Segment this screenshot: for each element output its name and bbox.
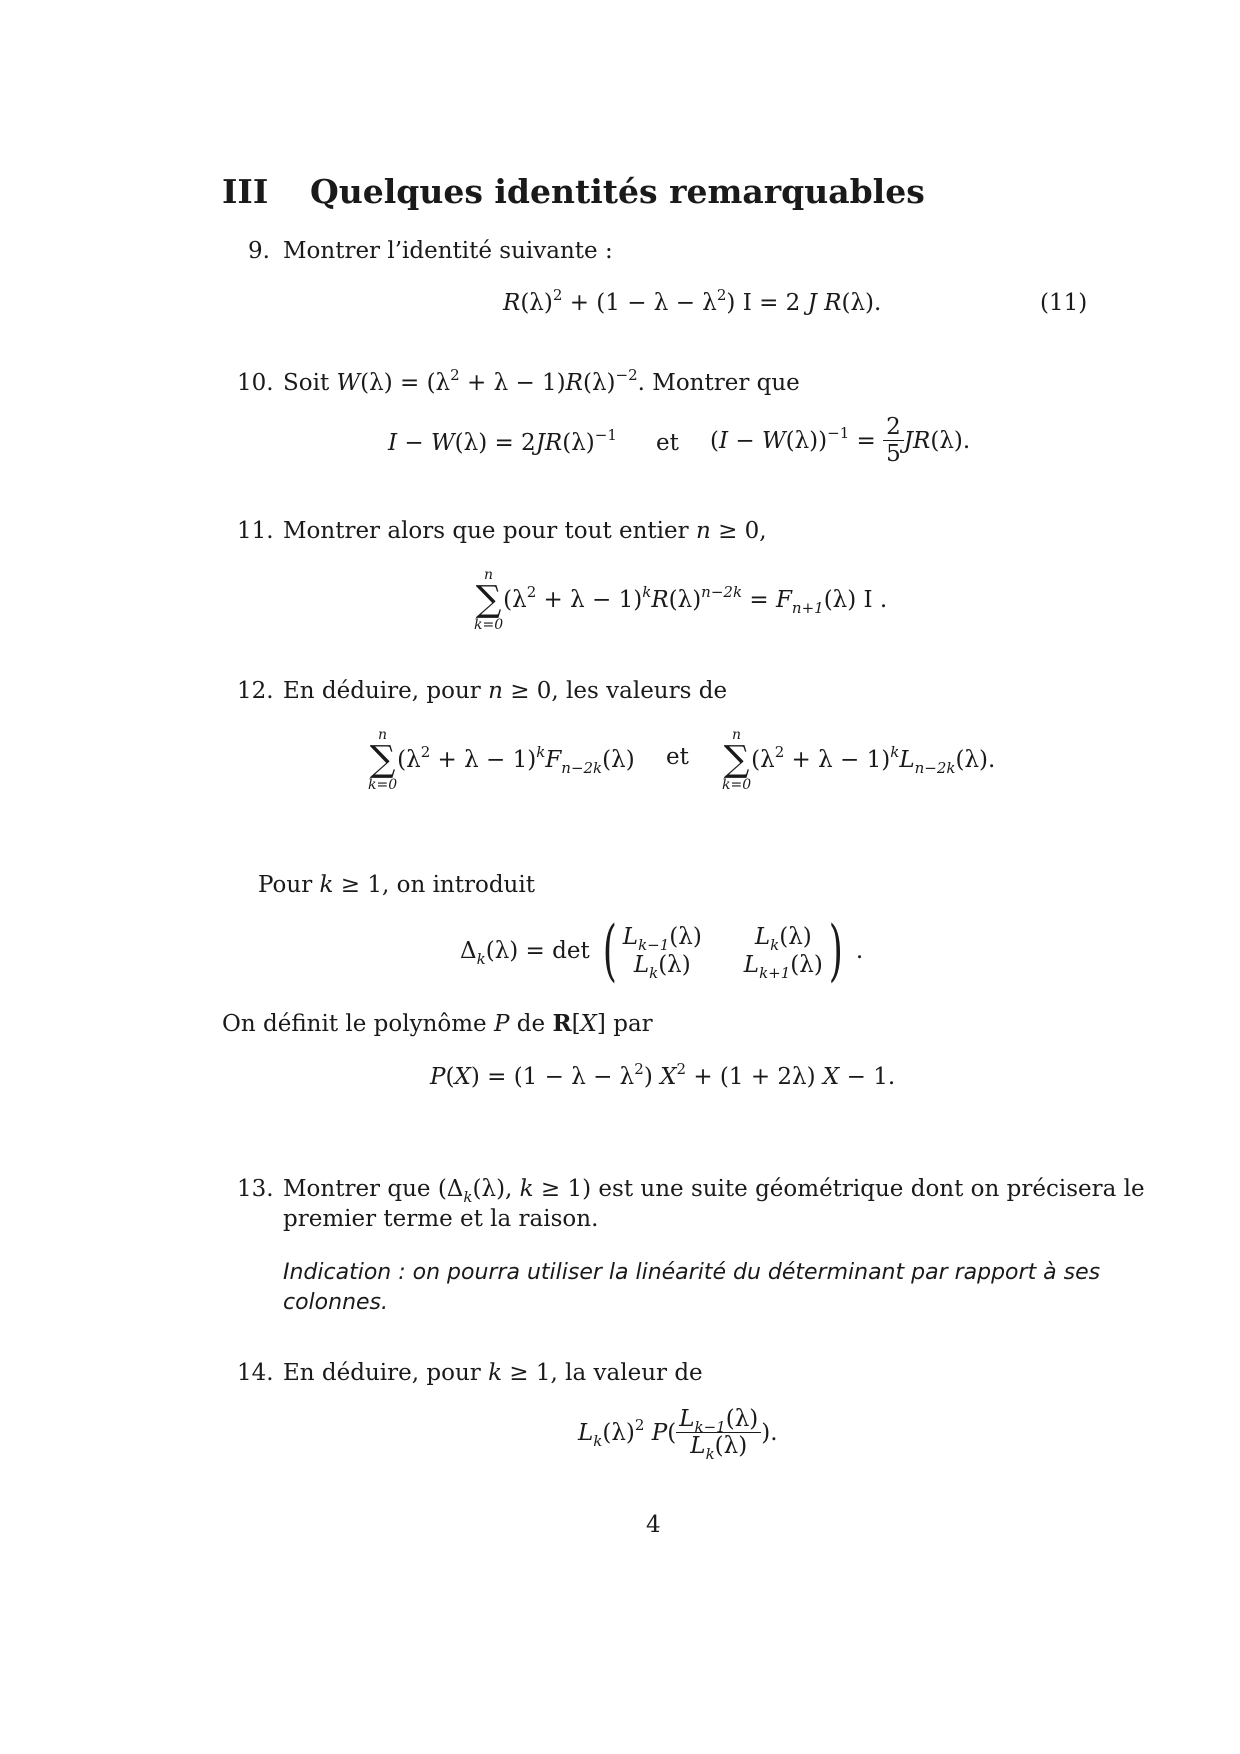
q13-line-2: premier terme et la raison. (283, 1206, 599, 1232)
q14-statement: En déduire, pour k ≥ 1, la valeur de (283, 1360, 703, 1386)
q14-equation: $L_k(\lambda)^2$ P( $\frac{L_{k-1}(\lambda)}{L_k(\lambda)}$ ). (578, 1406, 778, 1464)
q10-equation-2: $(I - W(\lambda))^{-1}$ = $\frac{2}{5}$ JR(λ). (710, 414, 971, 468)
q11-statement: Montrer alors que pour tout entier n ≥ 0, (283, 518, 767, 544)
poly-text-b: de (516, 1011, 546, 1037)
intro-text-b: , on introduit (381, 872, 535, 898)
q12-sum-2: n ∑ k=0 $(\lambda^2 + \lambda - 1)^kL_{n-2k}(\lambda)$. (722, 727, 996, 793)
q9-equation-label: (11) (1040, 290, 1088, 316)
q13-number: 13. (237, 1176, 274, 1202)
q13-hint-line-1: Indication : on pourra utiliser la linéarité du déterminant par rapport à ses (283, 1260, 1101, 1285)
q10-equation-1: $I - W(\lambda) = 2JR(\lambda)^{-1}$ (388, 426, 617, 456)
q12-number: 12. (237, 678, 274, 704)
q9-equation: $R(\lambda)^2 + (1 - \lambda - \lambda^2) I = 2$ J R(λ). (503, 286, 882, 316)
section-number: III (222, 172, 269, 211)
q14-text-b: , la valeur de (550, 1360, 703, 1386)
q11-number: 11. (237, 518, 274, 544)
q12-sum-1: n ∑ k=0 $(\lambda^2 + \lambda - 1)^kF_{n-2k}(\lambda)$ (368, 727, 635, 793)
q11-equation: n ∑ k=0 $(\lambda^2 + \lambda - 1)^kR(\lambda)^{n-2k} = F_{n+1}(\lambda)$ I . (474, 567, 888, 633)
poly-text-c: par (613, 1011, 653, 1037)
q12-text-b: , les valeurs de (551, 678, 728, 704)
q13-hint-line-2: colonnes. (283, 1290, 389, 1315)
q10-et: et (656, 430, 679, 456)
q14-text-a: En déduire, pour (283, 1360, 481, 1386)
q12-statement: En déduire, pour n ≥ 0, les valeurs de (283, 678, 728, 704)
intro-text-a: Pour (258, 872, 313, 898)
q10-number: 10. (237, 370, 274, 396)
det-label: det (552, 938, 590, 964)
q14-number: 14. (237, 1360, 274, 1386)
q12-et: et (666, 744, 689, 770)
q11-text: Montrer alors que pour tout entier (283, 518, 689, 544)
poly-equation: $P(X) = (1 - \lambda - \lambda^2)$ $X^2 + (1 + 2\lambda) X - 1$. (430, 1060, 896, 1090)
q13-line1-b: est une suite géométrique dont on précisera le (598, 1176, 1145, 1202)
q9-text: Montrer l’identité suivante : (283, 238, 613, 264)
page-number: 4 (646, 1512, 661, 1538)
intro-statement: Pour k ≥ 1, on introduit (258, 872, 535, 898)
poly-text-a: On définit le polynôme (222, 1011, 487, 1037)
section-title: Quelques identités remarquables (310, 172, 925, 211)
q10-statement: Soit $W(\lambda) = (\lambda^2 + \lambda - 1)R(\lambda)^{-2}$. Montrer que (283, 366, 800, 396)
delta-matrix: $L_{k-1}(\lambda)$ $L_k(\lambda)$ $L_k(\lambda)$ $L_{k+1}(\lambda)$ (622, 924, 823, 982)
q9-number: 9. (248, 238, 270, 264)
delta-definition: $\Delta_k(\lambda) = \det$ ( $L_{k-1}(\lambda)$ $L_k(\lambda)$ $L_k(\lambda)$ $L_{k+1}(\lambda)$ ) . (460, 912, 864, 989)
q10-text-a: Soit (283, 370, 330, 396)
q10-text-b: Montrer que (652, 370, 800, 396)
q13-line1-a: Montrer que (283, 1176, 431, 1202)
poly-statement: On définit le polynôme P de R[X] par (222, 1010, 653, 1037)
q13-line-1: Montrer que ($\Delta_k(\lambda)$, k ≥ 1) est une suite géométrique dont on précisera le (283, 1176, 1145, 1206)
q12-text-a: En déduire, pour (283, 678, 481, 704)
